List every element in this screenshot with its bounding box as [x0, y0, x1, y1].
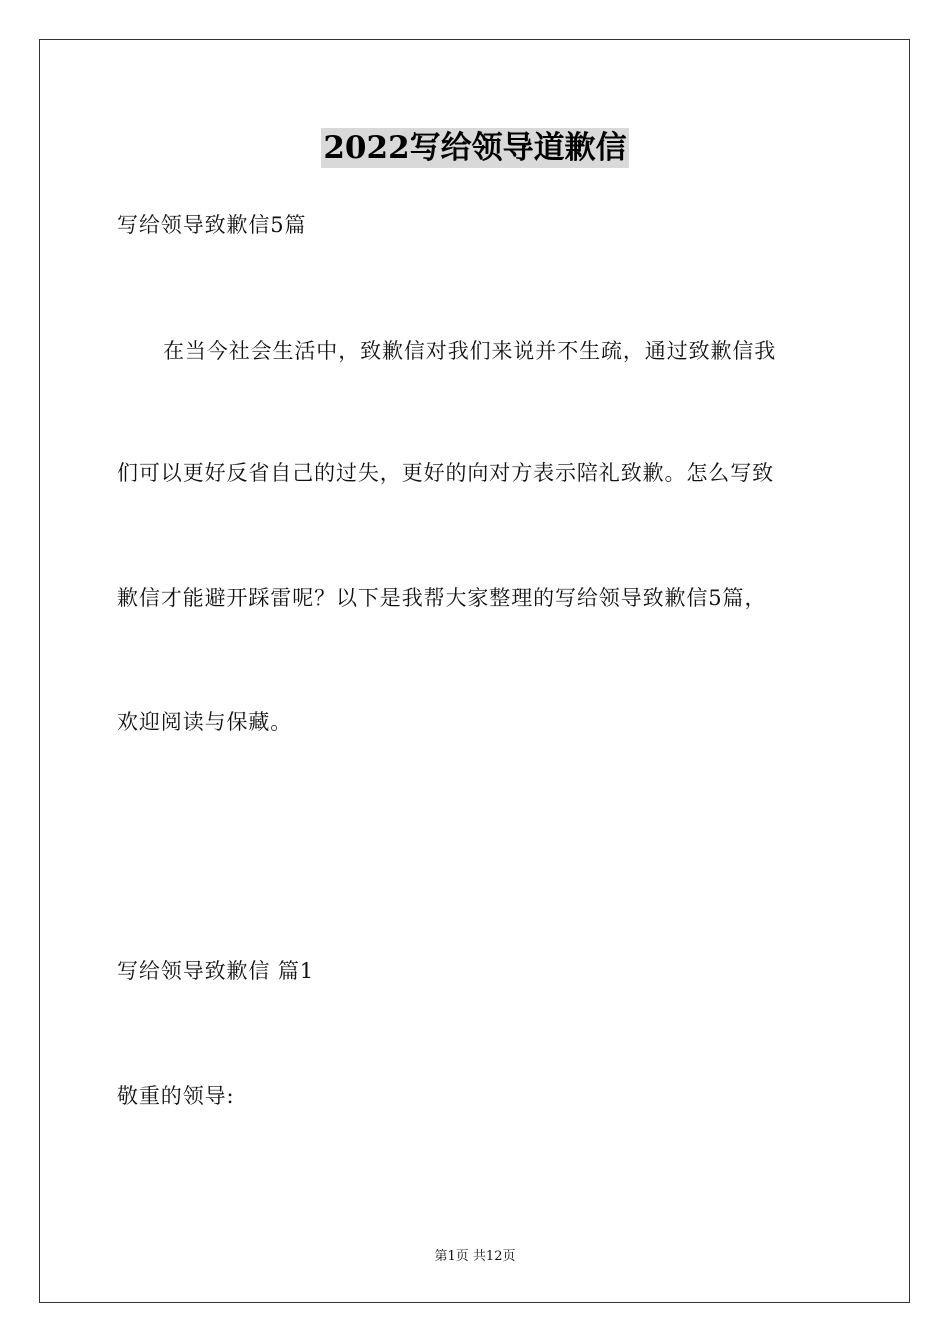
intro-paragraph-line: 在当今社会生活中，致歉信对我们来说并不生疏，通过致歉信我	[163, 339, 777, 363]
intro-paragraph-line: 们可以更好反省自己的过失，更好的向对方表示陪礼致歉。怎么写致	[117, 461, 774, 485]
document-subtitle: 写给领导致歉信5篇	[117, 213, 307, 237]
section-heading: 写给领导致歉信 篇1	[117, 959, 315, 983]
page-footer: 第1页 共12页	[434, 1249, 516, 1264]
salutation: 敬重的领导:	[117, 1084, 235, 1108]
title-container	[0, 128, 950, 168]
intro-paragraph-line: 欢迎阅读与保藏。	[117, 710, 293, 734]
document-title: 2022写给领导道歉信	[323, 130, 627, 166]
intro-paragraph-line: 歉信才能避开踩雷呢？以下是我帮大家整理的写给领导致歉信5篇，	[117, 586, 767, 610]
